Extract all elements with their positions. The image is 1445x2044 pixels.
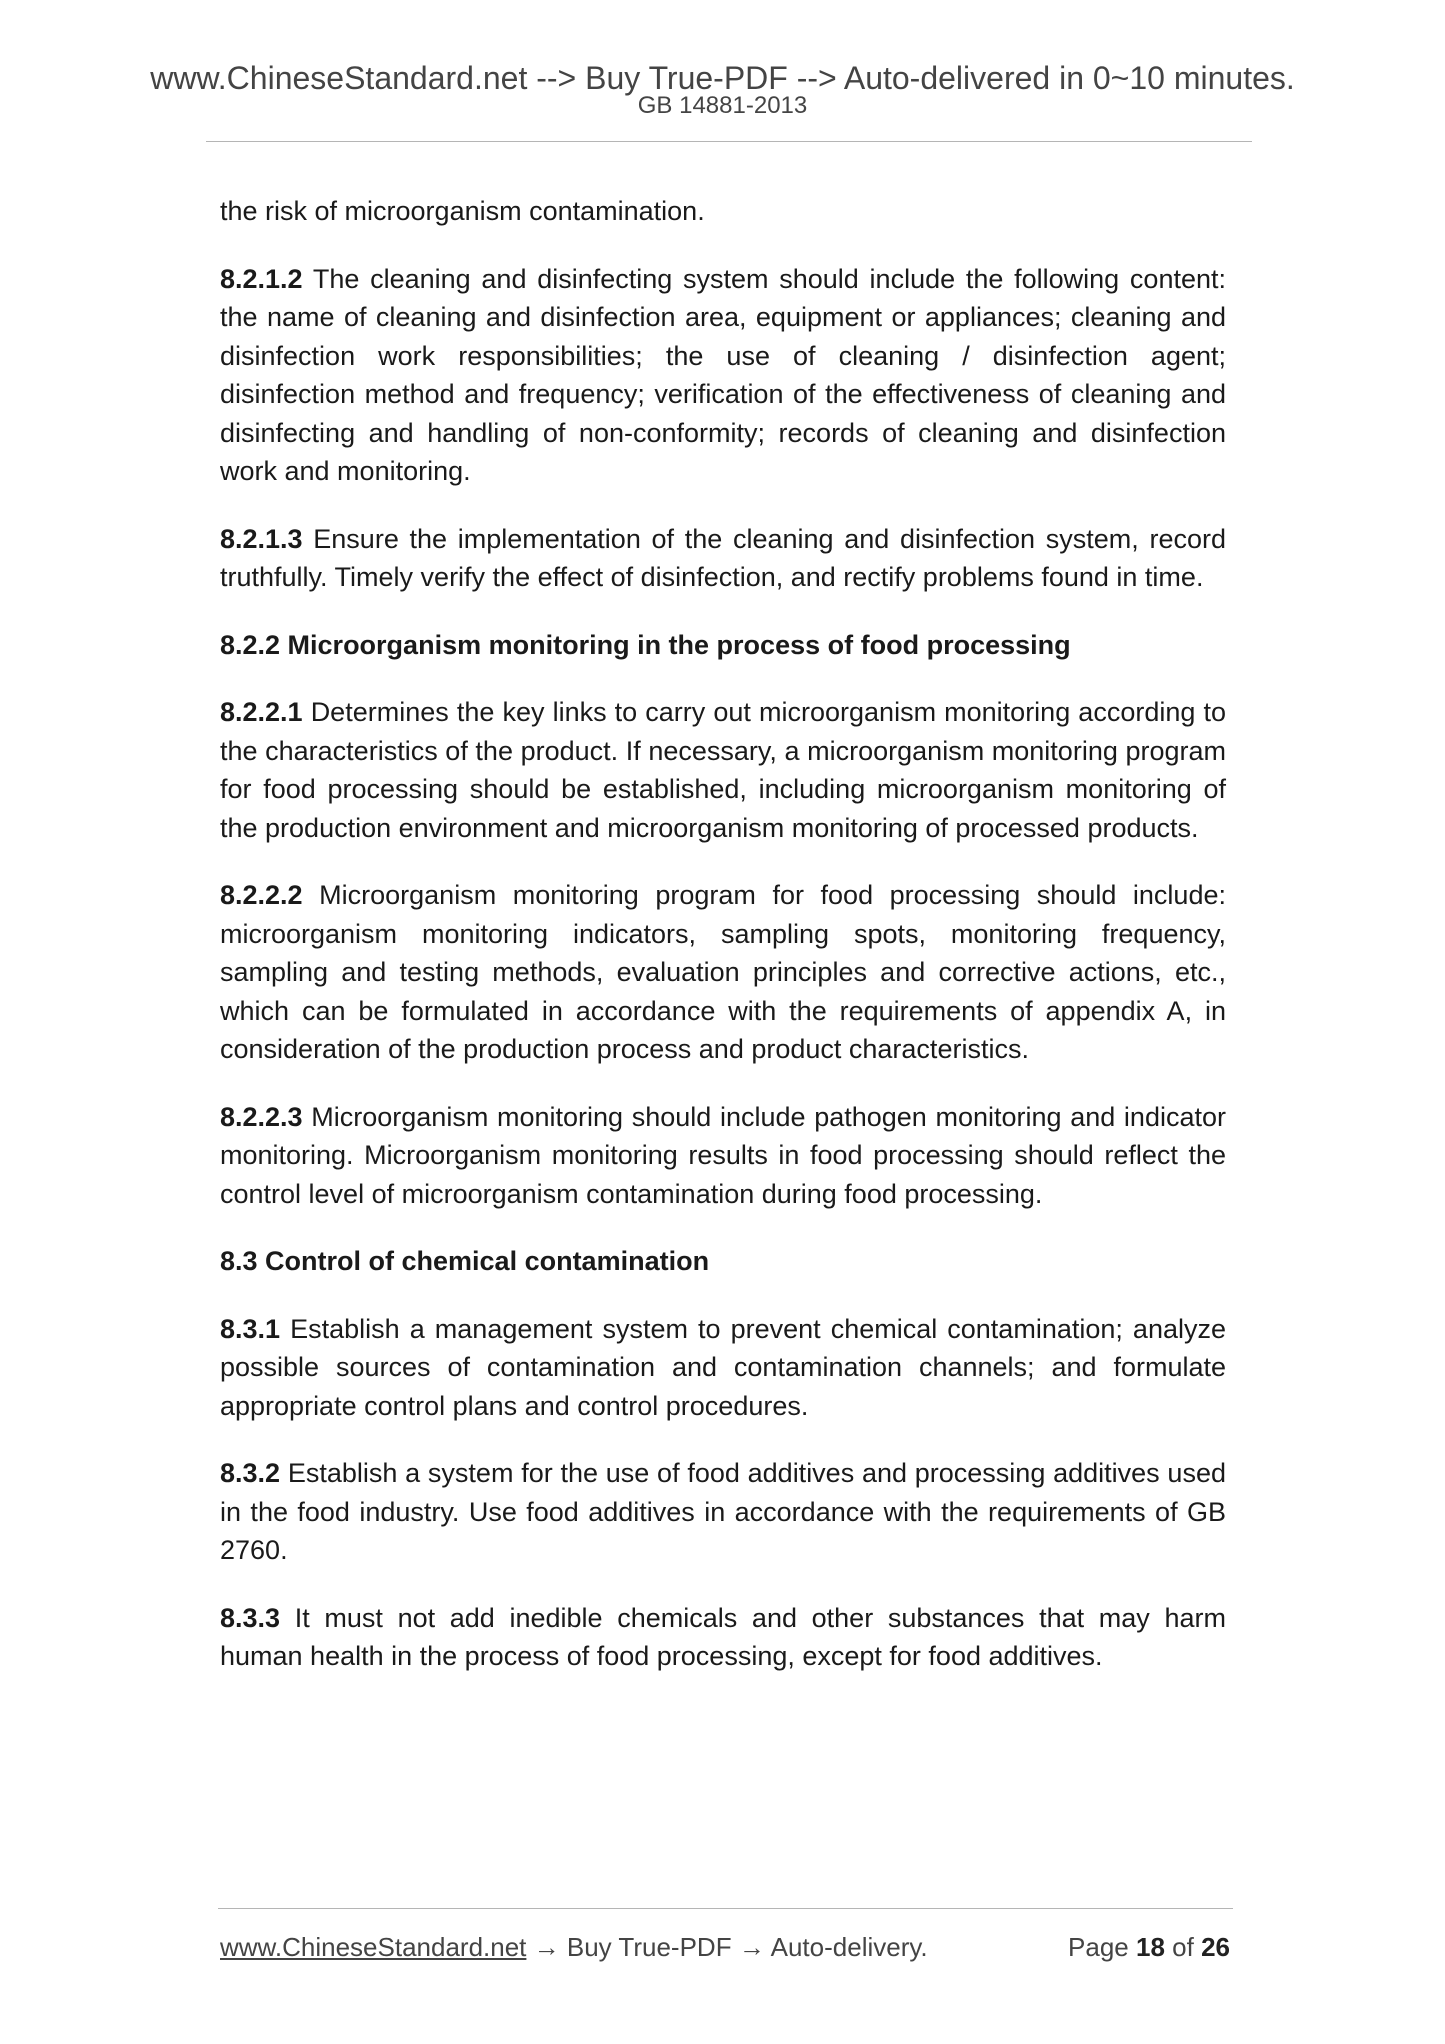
total-pages: 26 — [1201, 1932, 1230, 1962]
right-arrow-icon: → — [533, 1932, 560, 1962]
clause-text: Determines the key links to carry out microorganism monitoring according to the characteristics of the product. If necessary, a microorganism monitoring program for food processing should be established, including microorganism monitoring of the production environment and microorganism monitoring of processed products. — [220, 697, 1226, 843]
clause-number: 8.2.2.2 — [220, 880, 303, 910]
page-number — [1068, 1928, 1230, 1966]
clause-text: Microorganism monitoring should include pathogen monitoring and indicator monitoring. Microorganism monitoring results in food processing should reflect the control level of microorganism contamination during food processing. — [220, 1101, 1226, 1209]
clause-text: The cleaning and disinfecting system should include the following content: the name of cleaning and disinfection area, equipment or appliances; cleaning and disinfection work responsibilities; the use of cleaning / disinfection agent; disinfection method and frequency; verification of the effectiveness of cleaning and disinfecting and handling of non-conformity; records of cleaning and disinfection work and monitoring. — [220, 263, 1226, 486]
header-banner: www.ChineseStandard.net --> Buy True-PDF --> Auto-delivered in 0~10 minutes. — [150, 60, 1295, 96]
page-footer — [220, 1928, 1230, 1966]
site-link[interactable]: www.ChineseStandard.net — [220, 1932, 527, 1962]
clause-number: 8.2.2.1 — [220, 697, 303, 727]
clause-text: Microorganism monitoring program for food processing should include: microorganism monitoring indicators, sampling spots, monitoring frequency, sampling and testing methods, evaluation principles and corrective actions, etc., which can be formulated in accordance with the requirements of appendix A, in consideration of the production process and product characteristics. — [220, 880, 1226, 1064]
clause-8-2-1-2 — [220, 260, 1226, 491]
lead-in-text: the risk of microorganism contamination. — [220, 196, 705, 226]
clause-number: 8.2.1.2 — [220, 263, 303, 294]
clause-text: Establish a management system to prevent chemical contamination; analyze possible sources of contamination and contamination channels; and formulate appropriate control plans and control procedures. — [220, 1313, 1226, 1421]
standard-number: GB 14881-2013 — [637, 92, 808, 119]
clause-number: 8.2.1.3 — [220, 523, 303, 554]
delivery-text: Auto-delivery. — [770, 1932, 928, 1962]
header-divider — [206, 141, 1252, 142]
clause-8-3-1 — [220, 1310, 1226, 1426]
clause-number: 8.3.1 — [220, 1313, 281, 1344]
footer-links — [220, 1928, 928, 1966]
clause-text: Establish a system for the use of food additives and processing additives used in the food industry. Use food additives in accordance with the requirements of GB 2760. — [220, 1458, 1226, 1565]
lead-in-paragraph — [220, 192, 1226, 231]
page-label: Page — [1068, 1932, 1129, 1962]
page-of: of — [1172, 1932, 1194, 1962]
document-body — [220, 192, 1226, 1705]
clause-text: It must not add inedible chemicals and other substances that may harm human health in the process of food processing, except for food additives. — [220, 1602, 1226, 1671]
clause-number: 8.3.3 — [220, 1602, 281, 1633]
clause-number: 8.2.2.3 — [220, 1101, 303, 1132]
clause-8-2-2-3 — [220, 1098, 1226, 1214]
section-heading-8-2-2: 8.2.2 Microorganism monitoring in the process of food processing — [220, 629, 1071, 660]
section-heading-8-3: 8.3 Control of chemical contamination — [220, 1246, 710, 1276]
right-arrow-icon: → — [738, 1932, 765, 1962]
clause-number: 8.3.2 — [220, 1458, 281, 1488]
clause-8-3-2 — [220, 1454, 1226, 1570]
footer-divider — [218, 1908, 1233, 1909]
clause-8-2-2-2 — [220, 876, 1226, 1069]
current-page: 18 — [1136, 1932, 1165, 1962]
clause-8-2-2-1 — [220, 693, 1226, 847]
clause-8-3-3 — [220, 1599, 1226, 1676]
clause-text: Ensure the implementation of the cleaning and disinfection system, record truthfully. Timely verify the effect of disinfection, and rectify problems found in time. — [220, 523, 1226, 592]
clause-8-2-1-3 — [220, 520, 1226, 597]
buy-text: Buy True-PDF — [566, 1932, 732, 1962]
